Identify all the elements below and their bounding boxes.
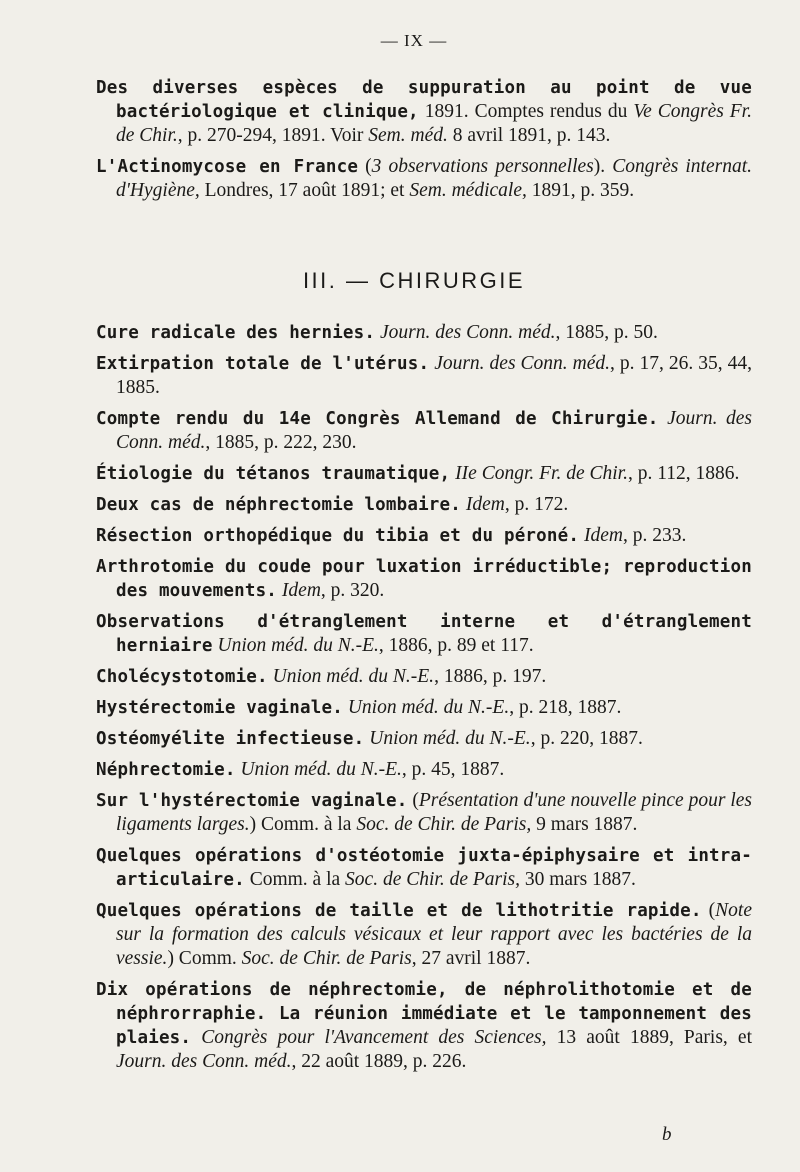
entry-text: ( <box>701 900 716 921</box>
entry-title: Compte rendu du 14e Congrès Allemand de Chirurgie. <box>96 409 659 429</box>
entry-title: Quelques opérations d'ostéotomie juxta-épiphysaire et intra-articulaire. <box>96 846 752 890</box>
entry-text: , p. 17, 26. 35, 44, 1885. <box>116 353 753 398</box>
entry-source: Union méd. du N.-E. <box>240 759 402 780</box>
bibliography-list <box>96 321 752 1081</box>
entry-title: L'Actinomycose en France <box>96 157 359 177</box>
bibliography-intro-list <box>96 76 752 210</box>
entry-title: Extirpation totale de l'utérus. <box>96 354 430 374</box>
bibliography-entry <box>96 493 752 517</box>
entry-source: Ve Congrès Fr. de Chir. <box>116 101 752 146</box>
bibliography-entry <box>96 352 752 400</box>
entry-text: , p. 320. <box>320 580 385 601</box>
bibliography-entry <box>96 696 752 720</box>
entry-text: 9 mars 1887. <box>531 814 638 835</box>
entry-text: , 1886, p. 89 et 117. <box>378 635 534 656</box>
entry-text: ( <box>358 156 372 177</box>
bibliography-entry <box>96 524 752 548</box>
entry-text <box>191 1027 201 1048</box>
entry-source: Journ. des Conn. méd. <box>434 353 611 374</box>
entry-title: Cure radicale des hernies. <box>96 323 376 343</box>
entry-text: , 1886, p. 197. <box>434 666 547 687</box>
entry-source: Soc. de Chir. de Paris <box>241 948 412 969</box>
bibliography-entry <box>96 610 752 658</box>
bibliography-entry <box>96 978 752 1074</box>
entry-text: , p. 233. <box>622 525 687 546</box>
bibliography-entry <box>96 758 752 782</box>
entry-title: Quelques opérations de taille et de lithotritie rapide. <box>96 901 702 921</box>
entry-title: Arthrotomie du coude pour luxation irréductible; reproduction des mouvements. <box>96 557 752 601</box>
entry-source: 3 observations personnelles <box>371 156 594 177</box>
bibliography-entry <box>96 407 752 455</box>
entry-text: ). <box>593 156 613 177</box>
entry-source: Union méd. du N.-E. <box>369 728 531 749</box>
signature-mark: b <box>662 1124 672 1145</box>
bibliography-entry <box>96 899 752 971</box>
entry-text: , p. 112, 1886. <box>627 463 740 484</box>
entry-title: Observations d'étranglement interne et d'étranglement herniaire <box>96 612 752 656</box>
entry-source: Congrès internat. d'Hygiène, <box>116 156 753 201</box>
bibliography-entry <box>96 155 752 203</box>
entry-text: ) Comm. à la <box>249 814 357 835</box>
entry-title: Étiologie du tétanos traumatique, <box>96 464 451 484</box>
entry-text: 13 août 1889, Paris, et <box>546 1027 753 1048</box>
entry-title: Sur l'hystérectomie vaginale. <box>96 791 408 811</box>
entry-source: Idem <box>465 494 505 515</box>
bibliography-entry <box>96 727 752 751</box>
entry-title: Hystérectomie vaginale. <box>96 698 343 718</box>
entry-source: Journ. des Conn. méd. <box>380 322 556 343</box>
bibliography-entry <box>96 555 752 603</box>
section-heading: III. — CHIRURGIE <box>302 268 526 293</box>
entry-title: Cholécystotomie. <box>96 667 268 687</box>
entry-text: , 27 avril 1887. <box>411 948 531 969</box>
entry-source: Union méd. du N.-E. <box>217 635 379 656</box>
entry-text: 30 mars 1887. <box>520 869 636 890</box>
entry-text: 1891, p. 359. <box>526 180 635 201</box>
entry-source: Union méd. du N.-E. <box>347 697 510 718</box>
entry-source: Idem <box>584 525 623 546</box>
entry-text <box>659 408 668 429</box>
bibliography-entry <box>96 665 752 689</box>
entry-source: Soc. de Chir. de Paris, <box>345 869 520 890</box>
entry-title: Deux cas de néphrectomie lombaire. <box>96 495 462 515</box>
entry-text: Comm. à la <box>244 869 346 890</box>
entry-text: , 22 août 1889, p. 226. <box>291 1051 467 1072</box>
entry-text: , p. 45, 1887. <box>401 759 505 780</box>
entry-source: Congrès pour l'Avancement des Sciences, <box>201 1027 547 1048</box>
entry-source: Sem. médicale, <box>409 180 527 201</box>
entry-source: Soc. de Chir. de Paris, <box>356 814 532 835</box>
entry-source: Présentation d'une nouvelle pince pour les ligaments larges. <box>116 790 752 835</box>
entry-source: Union méd. du N.-E. <box>272 666 435 687</box>
entry-text: , p. 218, 1887. <box>509 697 622 718</box>
entry-source: Note sur la formation des calculs vésicaux et leur rapport avec les bactéries de la vessie. <box>116 900 752 969</box>
entry-text: Londres, 17 août 1891; et <box>199 180 410 201</box>
entry-title: Néphrectomie. <box>96 760 236 780</box>
bibliography-entry <box>96 844 752 892</box>
entry-title: Des diverses espèces de suppuration au point de vue bactériologique et clinique, <box>96 78 752 122</box>
entry-source: Idem <box>281 580 321 601</box>
entry-text: , p. 172. <box>504 494 569 515</box>
entry-source: Journ. des Conn. méd. <box>116 1051 292 1072</box>
bibliography-entry <box>96 462 752 486</box>
entry-source: IIe Congr. Fr. de Chir. <box>455 463 628 484</box>
entry-text: , p. 220, 1887. <box>530 728 643 749</box>
entry-text: , p. 270-294, 1891. Voir <box>177 125 369 146</box>
entry-text: , 1885, p. 50. <box>555 322 658 343</box>
entry-title: Résection orthopédique du tibia et du péroné. <box>96 526 580 546</box>
entry-text: ) Comm. <box>167 948 242 969</box>
entry-source: Journ. des Conn. méd. <box>116 408 753 453</box>
entry-text: 1891. Comptes rendus du <box>418 101 634 122</box>
entry-title: Dix opérations de néphrectomie, de néphrolithotomie et de néphrorraphie. La réunion immédiate et le tamponnement des plaies. <box>96 980 752 1048</box>
entry-text: 8 avril 1891, p. 143. <box>447 125 611 146</box>
entry-text: ( <box>407 790 419 811</box>
bibliography-entry <box>96 76 752 148</box>
bibliography-entry <box>96 789 752 837</box>
page-number: — IX — <box>380 31 448 50</box>
entry-title: Ostéomyélite infectieuse. <box>96 729 365 749</box>
entry-source: Sem. méd. <box>368 125 448 146</box>
bibliography-entry <box>96 321 752 345</box>
entry-text: , 1885, p. 222, 230. <box>205 432 357 453</box>
